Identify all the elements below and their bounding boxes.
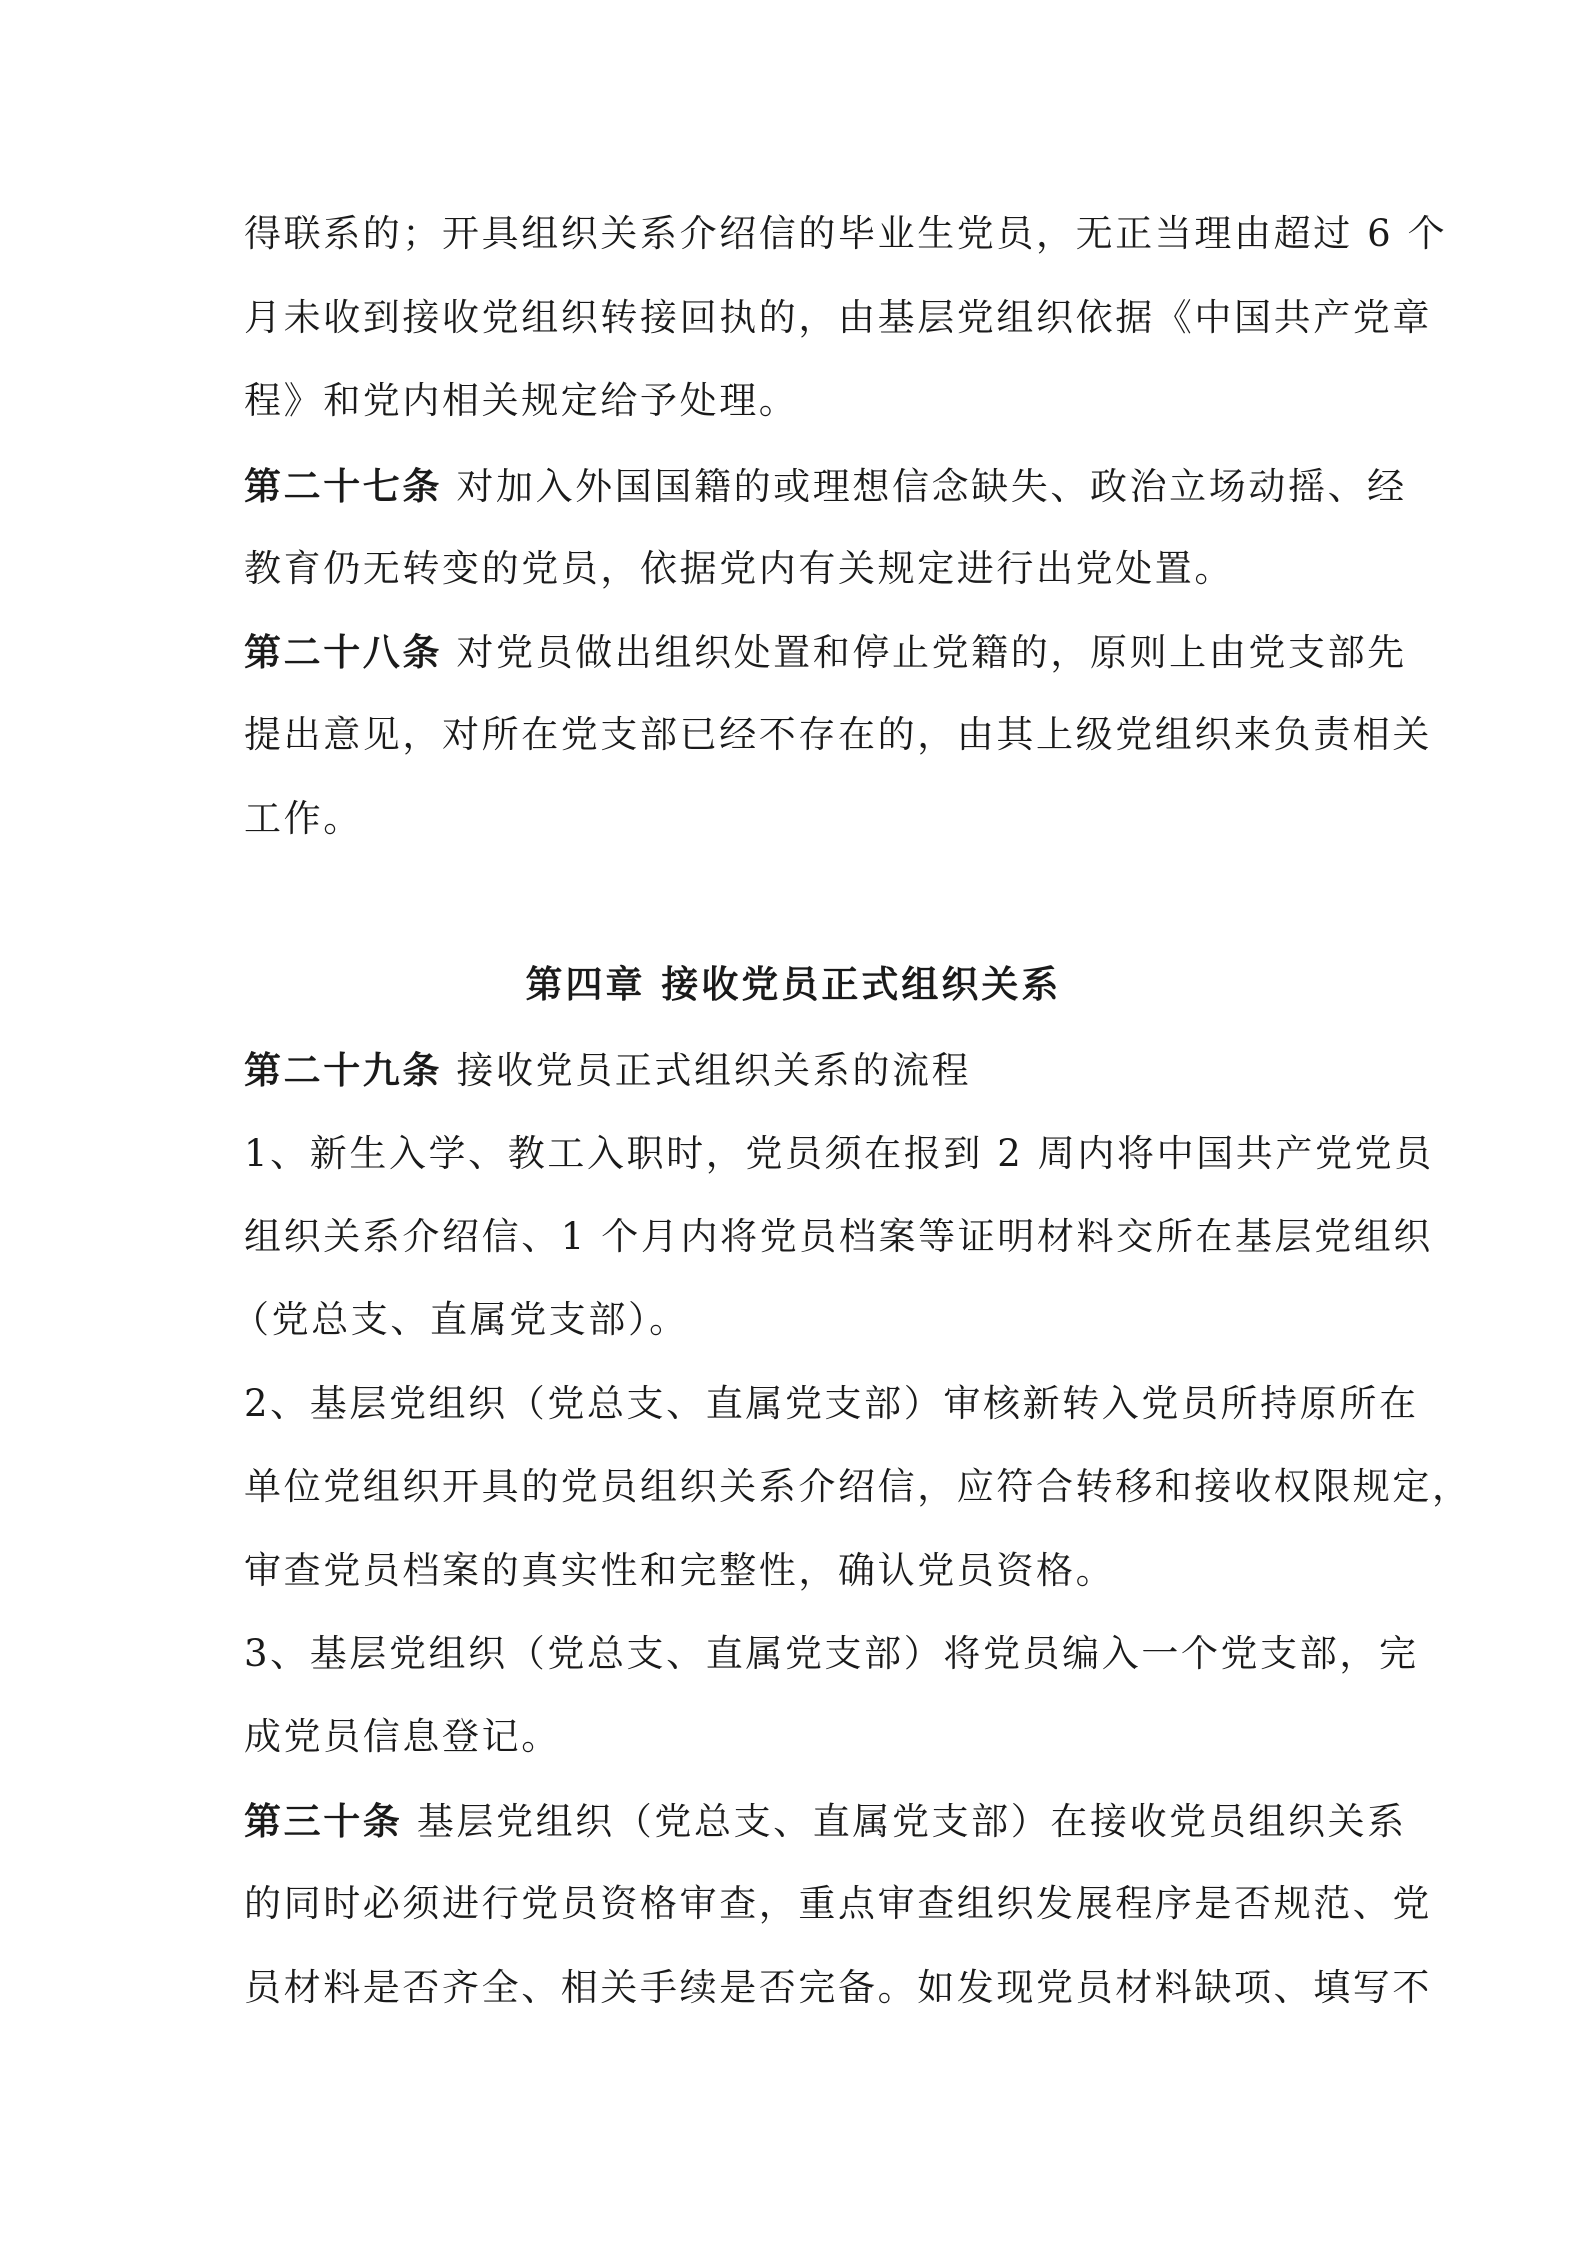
article-heading: 第二十九条 [244,1048,442,1092]
paragraph-line: 月未收到接收党组织转接回执的，由基层党组织依据《中国共产党章 [244,296,1432,339]
list-item-line: 审查党员档案的真实性和完整性，确认党员资格。 [244,1549,1116,1592]
article-heading: 第二十七条 [244,464,442,508]
paragraph-line: 教育仍无转变的党员，依据党内有关规定进行出党处置。 [244,547,1234,590]
paragraph-line: 程》和党内相关规定给予处理。 [244,379,799,422]
list-item-line: 2、基层党组织（党总支、直属党支部）审核新转入党员所持原所在 [244,1382,1419,1425]
article-28 [244,628,1407,677]
article-text: 基层党组织（党总支、直属党支部）在接收党员组织关系 [416,1800,1407,1843]
article-30 [244,1797,1407,1846]
list-item-line: 1、新生入学、教工入职时，党员须在报到 2 周内将中国共产党党员 [244,1132,1434,1175]
list-item-line: 单位党组织开具的党员组织关系介绍信，应符合转移和接收权限规定， [244,1465,1472,1508]
article-heading: 第三十条 [244,1799,403,1843]
paragraph-line: 工作。 [244,797,363,840]
paragraph-line: 员材料是否齐全、相关手续是否完备。如发现党员材料缺项、填写不 [244,1966,1432,2009]
paragraph-line: 得联系的；开具组织关系介绍信的毕业生党员，无正当理由超过 6 个 [244,212,1448,255]
article-27 [244,462,1407,511]
paragraph-line: 的同时必须进行党员资格审查，重点审查组织发展程序是否规范、党 [244,1882,1432,1925]
list-item-line: 组织关系介绍信、1 个月内将党员档案等证明材料交所在基层党组织 [244,1215,1433,1258]
chapter-title: 第四章 接收党员正式组织关系 [525,962,1062,1006]
article-heading: 第二十八条 [244,630,442,674]
list-item-line: （党总支、直属党支部）。 [232,1298,689,1341]
list-item-line: 3、基层党组织（党总支、直属党支部）将党员编入一个党支部，完 [244,1632,1419,1675]
article-text: 对党员做出组织处置和停止党籍的，原则上由党支部先 [456,631,1407,674]
article-29 [244,1046,1364,1095]
list-item-line: 成党员信息登记。 [244,1715,561,1758]
article-text: 对加入外国国籍的或理想信念缺失、政治立场动摇、经 [456,465,1407,508]
paragraph-line: 提出意见，对所在党支部已经不存在的，由其上级党组织来负责相关 [244,713,1432,756]
article-text: 接收党员正式组织关系的流程 [456,1049,972,1092]
